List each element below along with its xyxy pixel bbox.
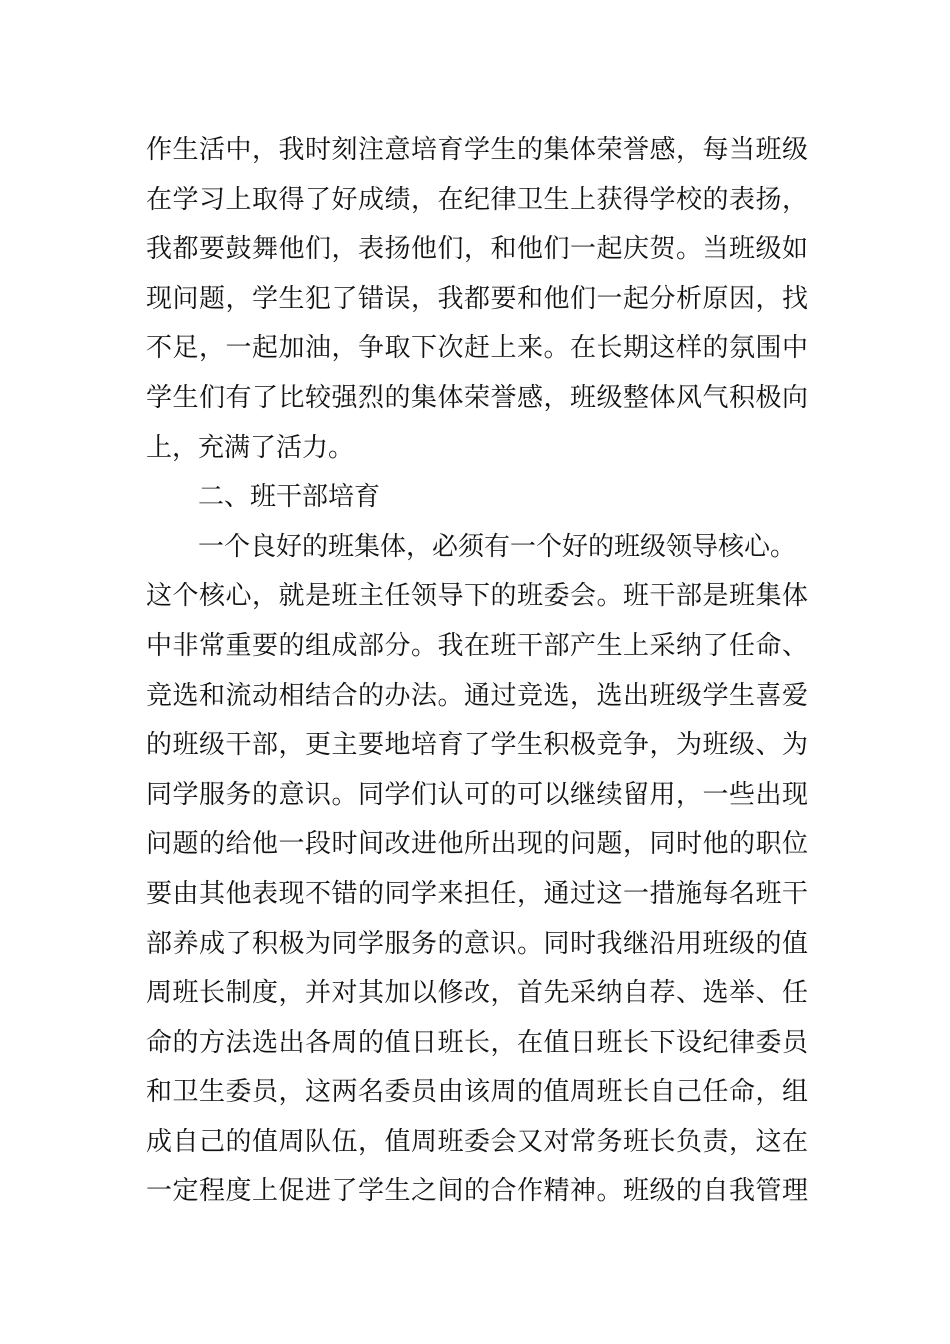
paragraph-line: 竞选和流动相结合的办法。通过竞选，选出班级学生喜爱 [146, 680, 808, 711]
paragraph-line: 同学服务的意识。同学们认可的可以继续留用，一些出现 [146, 779, 808, 810]
paragraph-line: 命的方法选出各周的值日班长，在值日班长下设纪律委员 [146, 1027, 808, 1058]
paragraph-line: 中非常重要的组成部分。我在班干部产生上采纳了任命、 [146, 630, 808, 661]
paragraph-line: 作生活中，我时刻注意培育学生的集体荣誉感，每当班级 [146, 135, 808, 165]
paragraph-line: 我都要鼓舞他们，表扬他们，和他们一起庆贺。当班级如 [146, 234, 808, 265]
paragraph-line: 要由其他表现不错的同学来担任，通过这一措施每名班干 [146, 878, 808, 909]
paragraph-line: 现问题，学生犯了错误，我都要和他们一起分析原因，找 [146, 283, 808, 314]
paragraph-line: 的班级干部，更主要地培育了学生积极竞争，为班级、为 [146, 730, 808, 761]
paragraph-line: 部养成了积极为同学服务的意识。同时我继沿用班级的值 [146, 928, 808, 959]
paragraph-line: 和卫生委员，这两名委员由该周的值周班长自己任命，组 [146, 1077, 808, 1108]
paragraph-line: 不足，一起加油，争取下次赶上来。在长期这样的氛围中 [146, 333, 808, 364]
paragraph-line: 上，充满了活力。 [146, 432, 355, 463]
paragraph-line: 一定程度上促进了学生之间的合作精神。班级的自我管理 [146, 1176, 808, 1207]
paragraph-line: 在学习上取得了好成绩，在纪律卫生上获得学校的表扬， [146, 184, 808, 215]
body-text [146, 126, 808, 1217]
paragraph-line: 周班长制度，并对其加以修改，首先采纳自荐、选举、任 [146, 978, 808, 1009]
section-heading: 二、班干部培育 [198, 482, 381, 513]
paragraph-line: 一个良好的班集体，必须有一个好的班级领导核心。 [198, 531, 797, 562]
paragraph-line: 学生们有了比较强烈的集体荣誉感，班级整体风气积极向 [146, 382, 808, 413]
paragraph-line: 这个核心，就是班主任领导下的班委会。班干部是班集体 [146, 581, 808, 612]
paragraph-line: 问题的给他一段时间改进他所出现的问题，同时他的职位 [146, 829, 808, 860]
paragraph-line: 成自己的值周队伍，值周班委会又对常务班长负责，这在 [146, 1126, 808, 1157]
